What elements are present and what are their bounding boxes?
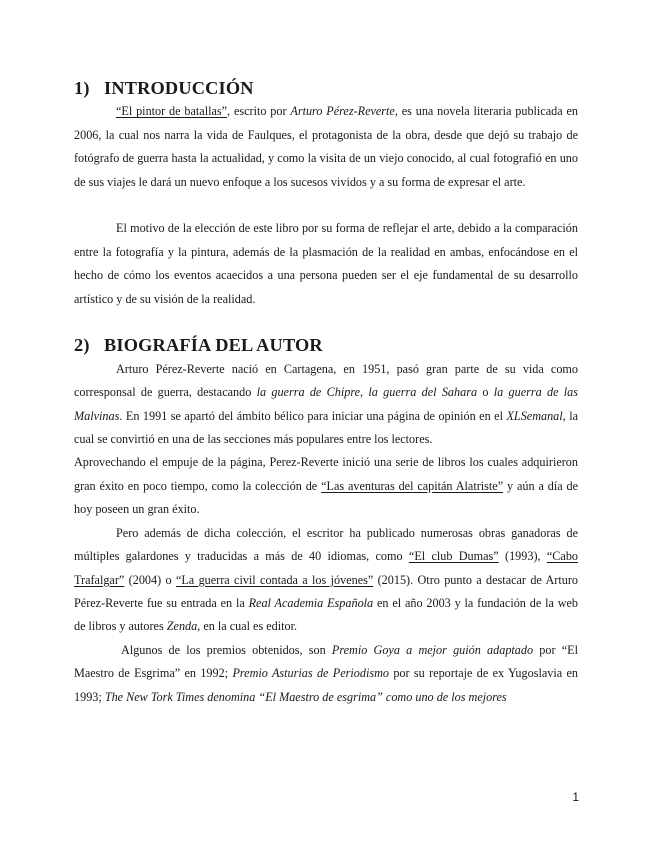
author-name: Arturo Pérez-Reverte	[290, 104, 395, 119]
document-body	[74, 77, 578, 709]
bio-paragraph-2: Aprovechando el empuje de la página, Perez-Reverte inició una serie de libros los cuales adquirieron gran éxito en poco tiempo, como la colección de “Las aventuras del capitán Alatriste” y aún a día de hoy poseen un gran éxito.	[74, 455, 578, 517]
page-number: 1	[572, 790, 579, 804]
book-title-link: “El pintor de batallas”	[116, 104, 228, 119]
section-number: 2)	[74, 335, 90, 356]
section-heading-biografia	[74, 334, 578, 357]
section-heading-introduccion	[74, 77, 578, 100]
section-title: BIOGRAFÍA DEL AUTOR	[104, 335, 323, 356]
spacer	[74, 194, 578, 217]
section-number: 1)	[74, 78, 90, 98]
intro-paragraph-1: “El pintor de batallas”, escrito por Arturo Pérez-Reverte, es una novela literaria publicada en 2006, la cual nos narra la vida de Faulques, el protagonista de la obra, desde que dejó su trabajo de fotógrafo de guerra hasta la actualidad, y como la visita de un viejo conocido, al cual fotografió en uno de sus viajes le dará un nuevo enfoque a los sucesos vividos y a su forma de expresar el arte.	[74, 104, 578, 189]
bio-paragraph-1: Arturo Pérez-Reverte nació en Cartagena, en 1951, pasó gran parte de su vida como corresponsal de guerra, destacando la guerra de Chipre, la guerra del Sahara o la guerra de las Malvinas. En 1991 se apartó del ámbito bélico para iniciar una página de opinión en el XLSemanal, la cual se convirtió en una de las secciones más populares entre los lectores.	[74, 361, 579, 447]
bio-paragraph-4: Algunos de los premios obtenidos, son Premio Goya a mejor guión adaptado por “El Maestro de Esgrima” en 1992; Premio Asturias de Periodismo por su reportaje de ex Yugoslavia en 1993; The New Tork Times denomina “El Maestro de esgrima” como uno de los mejores	[74, 642, 578, 704]
intro-paragraph-2: El motivo de la elección de este libro por su forma de reflejar el arte, debido a la comparación entre la fotografía y la pintura, además de la plasmación de la realidad en ambas, enfocándose en el hecho de cómo los eventos acaecidos a una persona pueden ser el eje fundamental de su desarrollo artístico y de su visión de la realidad.	[74, 221, 578, 306]
section-title: INTRODUCCIÓN	[104, 78, 254, 98]
bio-paragraph-3: Pero además de dicha colección, el escritor ha publicado numerosas obras ganadoras de múltiples galardones y traducidas a más de 40 idiomas, como “El club Dumas” (1993), “Cabo Trafalgar” (2004) o “La guerra civil contada a los jóvenes” (2015). Otro punto a destacar de Arturo Pérez-Reverte fue su entrada en la Real Academia Española en el año 2003 y la fundación de la web de libros y autores Zenda, en la cual es editor.	[74, 525, 579, 634]
spacer	[74, 311, 578, 334]
